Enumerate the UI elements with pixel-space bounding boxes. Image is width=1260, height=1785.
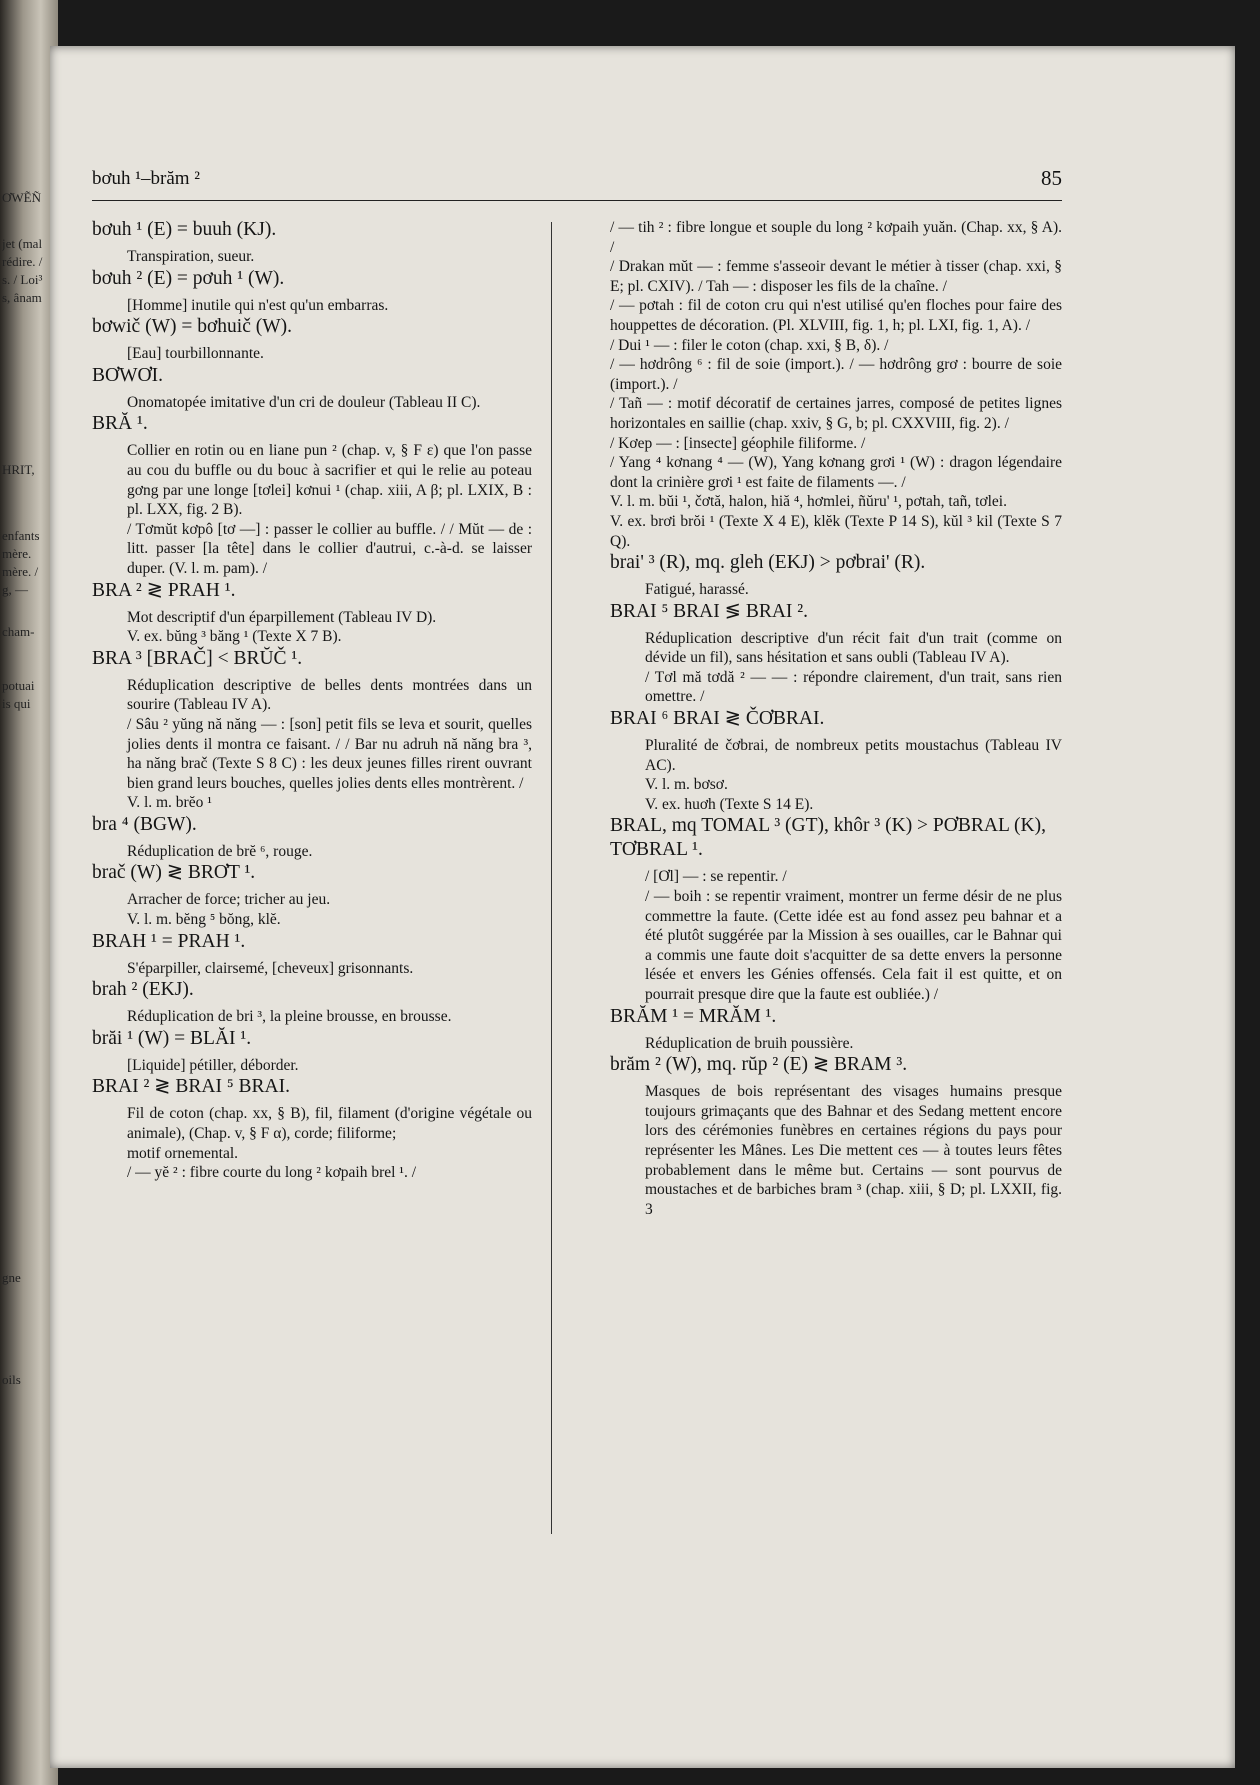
entry-definition: V. l. m. bĕng ⁵ bŏng, klĕ. — [127, 911, 281, 929]
entry-headword: BRĂ ¹. — [92, 413, 148, 435]
entry-headword: bơuh ² (E) = pơuh ¹ (W). — [92, 267, 285, 289]
entry-headword: brač (W) ≷ BRƠT ¹. — [92, 862, 256, 884]
edge-fragment: is qui — [2, 696, 31, 711]
edge-fragment: jet (mal — [2, 236, 43, 251]
dictionary-entry — [610, 707, 1062, 814]
dictionary-entry — [610, 551, 1062, 600]
edge-fragment: s, ânam — [2, 290, 42, 305]
left-column — [92, 218, 532, 1183]
entry-headword: BRAL, mq TOMAL ³ (GT), khôr ³ (K) > PƠBRAL (K), TƠBRAL ¹. — [610, 815, 1046, 861]
entry-definition: / Kơep — : [insecte] géophile filiforme. / — [610, 434, 866, 452]
entry-definition: S'éparpiller, clairsemé, [cheveux] grisonnants. — [127, 959, 414, 977]
entry-headword: BRĂM ¹ = MRĂM ¹. — [610, 1005, 777, 1027]
entry-definition: / Tơl mă tơdă ² — — : répondre clairement, d'un trait, sans rien omettre. / — [645, 668, 1062, 706]
entry-headword: BRAI ² ≷ BRAI ⁵ BRAI. — [92, 1076, 290, 1098]
entry-definition: Réduplication de brĕ ⁶, rouge. — [127, 842, 313, 860]
entry-definition: / Drakan mŭt — : femme s'asseoir devant le métier à tisser (chap. xxi, § E; pl. CXIV). / Tah — : disposer les fils de la chaîne. / — [610, 258, 1062, 295]
entry-definition: V. ex. bŭng ³ băng ¹ (Texte X 7 B). — [127, 628, 342, 646]
entry-definition: V. ex. brơi brŏi ¹ (Texte X 4 E), klĕk (Texte P 14 S), kŭl ³ kil (Texte S 7 Q). — [610, 512, 1062, 550]
entry-headword: BRAI ⁵ BRAI ≶ BRAI ². — [610, 600, 808, 622]
dictionary-entry — [92, 364, 532, 413]
entry-definition: Pluralité de čơbrai, de nombreux petits moustachus (Tableau IV AC). — [645, 737, 1062, 774]
entry-definition: / — hơdrông ⁶ : fil de soie (import.). / — hơdrông grơ : bourre de soie (import.). / — [610, 356, 1062, 393]
entry-definition: motif ornemental. — [127, 1144, 239, 1162]
entry-headword: BRAI ⁶ BRAI ≷ ČƠBRAI. — [610, 708, 825, 730]
entry-definition: Arracher de force; tricher au jeu. — [127, 891, 331, 909]
dictionary-entry — [92, 861, 532, 929]
entry-definition: V. ex. huơh (Texte S 14 E). — [645, 795, 814, 813]
entry-headword: bơwič (W) = bơhuič (W). — [92, 316, 293, 338]
edge-fragment: mère. / — [2, 564, 39, 579]
dictionary-entry — [92, 1027, 532, 1076]
entry-definition: Réduplication de bruih poussière. — [645, 1034, 854, 1052]
entry-definition: Onomatopée imitative d'un cri de douleur (Tableau II C). — [127, 393, 481, 411]
dictionary-entry — [92, 978, 532, 1027]
dictionary-entry — [92, 412, 532, 578]
dictionary-entry — [610, 1005, 1062, 1054]
right-column — [610, 218, 1062, 1219]
entry-definition: V. l. m. bŭi ¹, čơtă, halon, hiă ⁴, hơmlei, ñŭru' ¹, pơtah, tañ, tơlei. — [610, 493, 1007, 511]
dictionary-entry — [610, 600, 1062, 707]
entry-headword: bơuh ¹ (E) = buuh (KJ). — [92, 219, 277, 240]
column-divider — [551, 222, 552, 1534]
entry-definition: / Tơmŭt kơpô [tơ —] : passer le collier au buffle. / / Mŭt — de : litt. passer [la tête] dans le collier d'autrui, c.-à-d. se laisser duper. (V. l. m. pam). / — [127, 520, 532, 577]
entry-definition: V. l. m. brĕo ¹ — [127, 794, 212, 812]
entry-headword: BRAH ¹ = PRAH ¹. — [92, 930, 246, 952]
entry-definition: Réduplication descriptive de belles dents montrées dans un sourire (Tableau IV A). — [127, 676, 532, 714]
entry-headword: brăm ² (W), mq. rŭp ² (E) ≷ BRAM ³. — [610, 1054, 908, 1076]
entry-headword: brai' ³ (R), mq. gleh (EKJ) > pơbrai' (R). — [610, 552, 926, 574]
entry-definition: Réduplication descriptive d'un récit fait d'un trait (comme on dévide un fil), sans hésitation et sans oubli (Tableau IV A). — [645, 629, 1062, 667]
dictionary-entry — [92, 647, 532, 813]
running-head: bơuh ¹–brăm ² — [92, 168, 200, 189]
entry-definition: / Dui ¹ — : filer le coton (chap. xxi, § B, δ). / — [610, 336, 889, 354]
entry-headword: BRA ² ≷ PRAH ¹. — [92, 579, 236, 601]
entry-definition: / — tih ² : fibre longue et souple du long ² kơpaih yuăn. (Chap. xx, § A). / — [610, 219, 1062, 256]
edge-fragment: s. / Loi³ — [2, 272, 43, 287]
edge-fragment: gne — [2, 1270, 21, 1285]
entry-headword: brah ² (EKJ). — [92, 979, 194, 1001]
entry-headword: bra ⁴ (BGW). — [92, 813, 197, 835]
entry-definition: [Homme] inutile qui n'est qu'un embarras. — [127, 296, 389, 314]
entry-definition: / — yĕ ² : fibre courte du long ² kơpaih brel ¹. / — [127, 1164, 417, 1182]
edge-fragment: rédire. / — [2, 254, 43, 269]
dictionary-entry — [92, 267, 532, 316]
entry-definition: / Sâu ² yŭng nă năng — : [son] petit fils se leva et sourit, quelles jolies dents il montra ce faisant. / / Bar nu adruh nă năng bra ³, ha năng brač (Texte S 8 C) : les deux jeunes filles rirent ouvrant bien grand leurs bouches, quelles jolies dents elles montrèrent. / — [127, 715, 532, 792]
entry-definition: / Tañ — : motif décoratif de certaines jarres, composé de petites lignes horizontales en saillie (chap. xxiv, § G, b; pl. CXXVIII, fig. 2). / — [610, 395, 1062, 432]
entry-definition: Masques de bois représentant des visages humains presque toujours grimaçants que des Bahnar et des Sedang mettent encore lors des cérémonies funèbres en certaines régions du pays pour représenter les Mânes. Les Die mettent ces — à toutes leurs fêtes probablement dans le même but. Certains — sont pourvus de moustaches et de barbiches bram ³ (chap. xiii, § D; pl. LXXII, fig. 3 — [645, 1083, 1062, 1218]
entry-definition: / Yang ⁴ kơnang ⁴ — (W), Yang kơnang grơi ¹ (W) : dragon légendaire dont la crinière grơi ¹ est faite de filaments —. / — [610, 454, 1062, 491]
dictionary-entry — [610, 814, 1062, 1004]
entry-definition: / — boih : se repentir vraiment, montrer un ferme désir de ne plus commettre la faute. (Cette idée est au fond assez peu bahnar et a été plutôt suggérée par la Mission à ses ouailles, car le Bahnar qui a commis une faute doit s'acquitter de sa dette envers la personne lésée et envers les Génies offensés. Cela fait il est quitte, et on pourrait presque dire que la faute est oubliée.) / — [645, 888, 1062, 1003]
entry-definition: / [Ơl] — : se repentir. / — [645, 868, 787, 886]
entry-definition: Transpiration, sueur. — [127, 248, 255, 265]
entry-headword: BƠWƠI. — [92, 364, 163, 386]
dictionary-entry — [92, 930, 532, 979]
page-number: 85 — [1041, 166, 1062, 190]
entry-definition: Fil de coton (chap. xx, § B), fil, filament (d'origine végétale ou animale), (Chap. v, § F α), corde; filiforme; — [127, 1105, 532, 1143]
dictionary-entry — [92, 218, 532, 267]
dictionary-entry — [92, 813, 532, 862]
entry-definition: [Liquide] pétiller, déborder. — [127, 1056, 299, 1074]
edge-fragment: mère. — [2, 546, 32, 561]
edge-fragment: potuai — [2, 678, 35, 693]
entry-definition: V. l. m. bơsơ. — [645, 776, 728, 794]
edge-fragment: HRIT, — [2, 462, 35, 477]
entry-definition: [Eau] tourbillonnante. — [127, 345, 264, 363]
entry-headword: BRA ³ [BRAČ] < BRŬČ ¹. — [92, 647, 303, 669]
edge-fragment: ƠWẼÑ — [2, 190, 41, 205]
dictionary-entry — [610, 1053, 1062, 1219]
entry-definition: Mot descriptif d'un éparpillement (Tableau IV D). — [127, 608, 437, 626]
edge-fragment: enfants — [2, 528, 40, 543]
page-header — [92, 160, 1062, 201]
entry-definition: Réduplication de bri ³, la pleine brousse, en brousse. — [127, 1008, 452, 1026]
edge-fragment: oils — [2, 1372, 21, 1387]
dictionary-entry — [92, 579, 532, 647]
entry-definition: Collier en rotin ou en liane pun ² (chap. v, § F ε) que l'on passe au cou du buffle ou du bouc à sacrifier et qui le relie au poteau gơng par une longe [tơlei] kơnui ¹ (chap. xiii, A β; pl. LXIX, B : pl. LXX, fig. 2 B). — [127, 442, 532, 519]
dictionary-entry — [92, 1075, 532, 1182]
dictionary-entry — [92, 315, 532, 364]
dictionary-entry — [610, 218, 1062, 551]
entry-definition: / — pơtah : fil de coton cru qui n'est utilisé qu'en floches pour faire des houppettes de décoration. (Pl. XLVIII, fig. 1, h; pl. LXI, fig. 1, A). / — [610, 297, 1062, 334]
entry-definition: Fatigué, harassé. — [645, 581, 749, 599]
edge-fragment: cham- — [2, 624, 35, 639]
entry-headword: brăi ¹ (W) = BLĂI ¹. — [92, 1027, 252, 1049]
edge-fragment: g, — — [2, 582, 28, 597]
